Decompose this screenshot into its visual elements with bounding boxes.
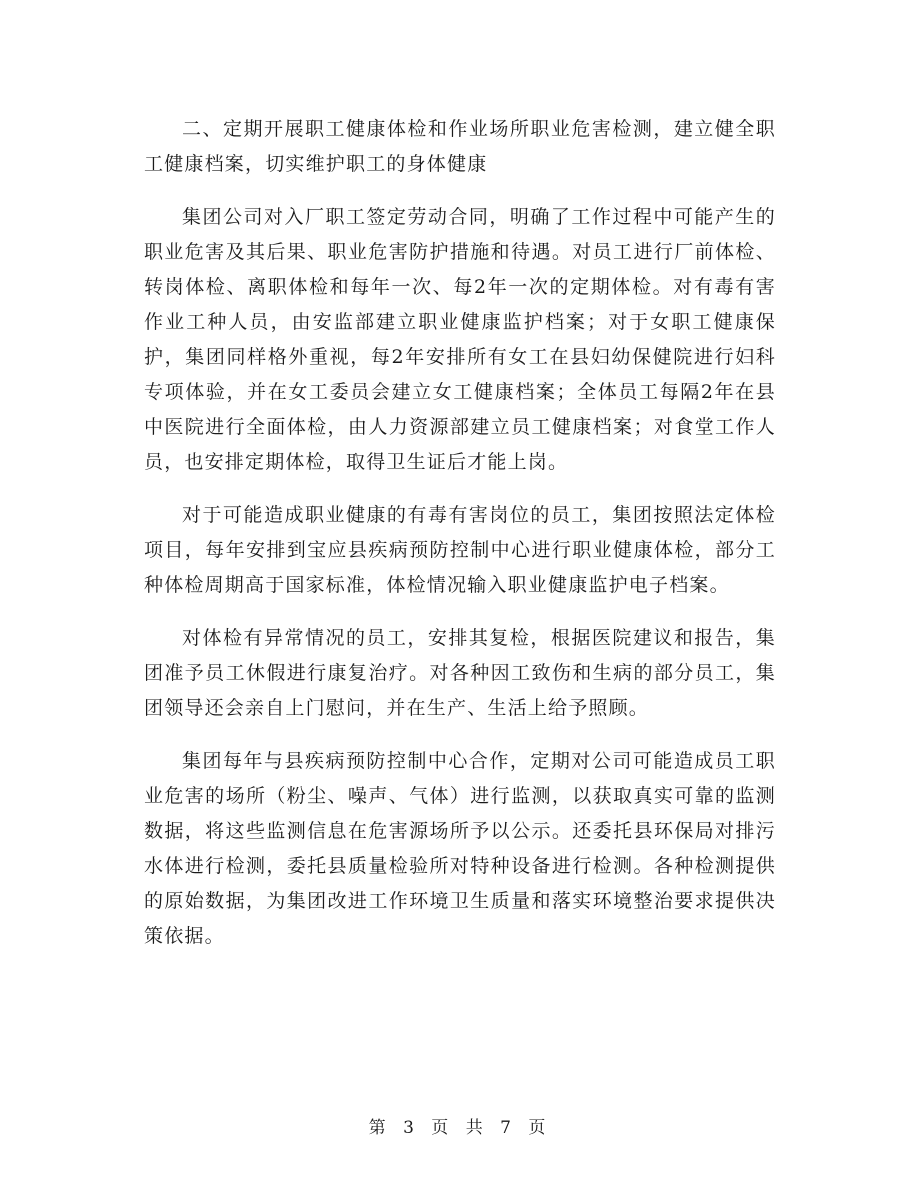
document-body [144,112,776,954]
paragraph-contract-and-checkups: 集团公司对入厂职工签定劳动合同，明确了工作过程中可能产生的职业危害及其后果、职业危害防护措施和待遇。对员工进行厂前体检、转岗体检、离职体检和每年一次、每2年一次的定期体检。对有毒有害作业工种人员，由安监部建立职业健康监护档案；对于女职工健康保护，集团同样格外重视，每2年安排所有女工在县妇幼保健院进行妇科专项体验，并在女工委员会建立女工健康档案；全体员工每隔2年在县中医院进行全面体检，由人力资源部建立员工健康档案；对食堂工作人员，也安排定期体检，取得卫生证后才能上岗。 [144,206,776,473]
paragraph-occupational-health-exam: 对于可能造成职业健康的有毒有害岗位的员工，集团按照法定体检项目，每年安排到宝应县疾病预防控制中心进行职业健康体检，部分工种体检周期高于国家标准，体检情况输入职业健康监护电子档案。 [144,504,776,596]
paragraph-abnormal-results: 对体检有异常情况的员工，安排其复检，根据医院建议和报告，集团准予员工休假进行康复治疗。对各种因工致伤和生病的部分员工，集团领导还会亲自上门慰问，并在生产、生活上给予照顾。 [144,627,776,719]
page-number-footer: 第 3 页 共 7 页 [368,1118,552,1138]
paragraph-hazard-monitoring: 集团每年与县疾病预防控制中心合作，定期对公司可能造成员工职业危害的场所（粉尘、噪声、气体）进行监测，以获取真实可靠的监测数据，将这些监测信息在危害源场所予以公示。还委托县环保局对排污水体进行检测，委托县质量检验所对特种设备进行检测。各种检测提供的原始数据，为集团改进工作环境卫生质量和落实环境整治要求提供决策依据。 [144,750,776,947]
section-heading: 二、定期开展职工健康体检和作业场所职业危害检测，建立健全职工健康档案，切实维护职工的身体健康 [144,118,776,175]
